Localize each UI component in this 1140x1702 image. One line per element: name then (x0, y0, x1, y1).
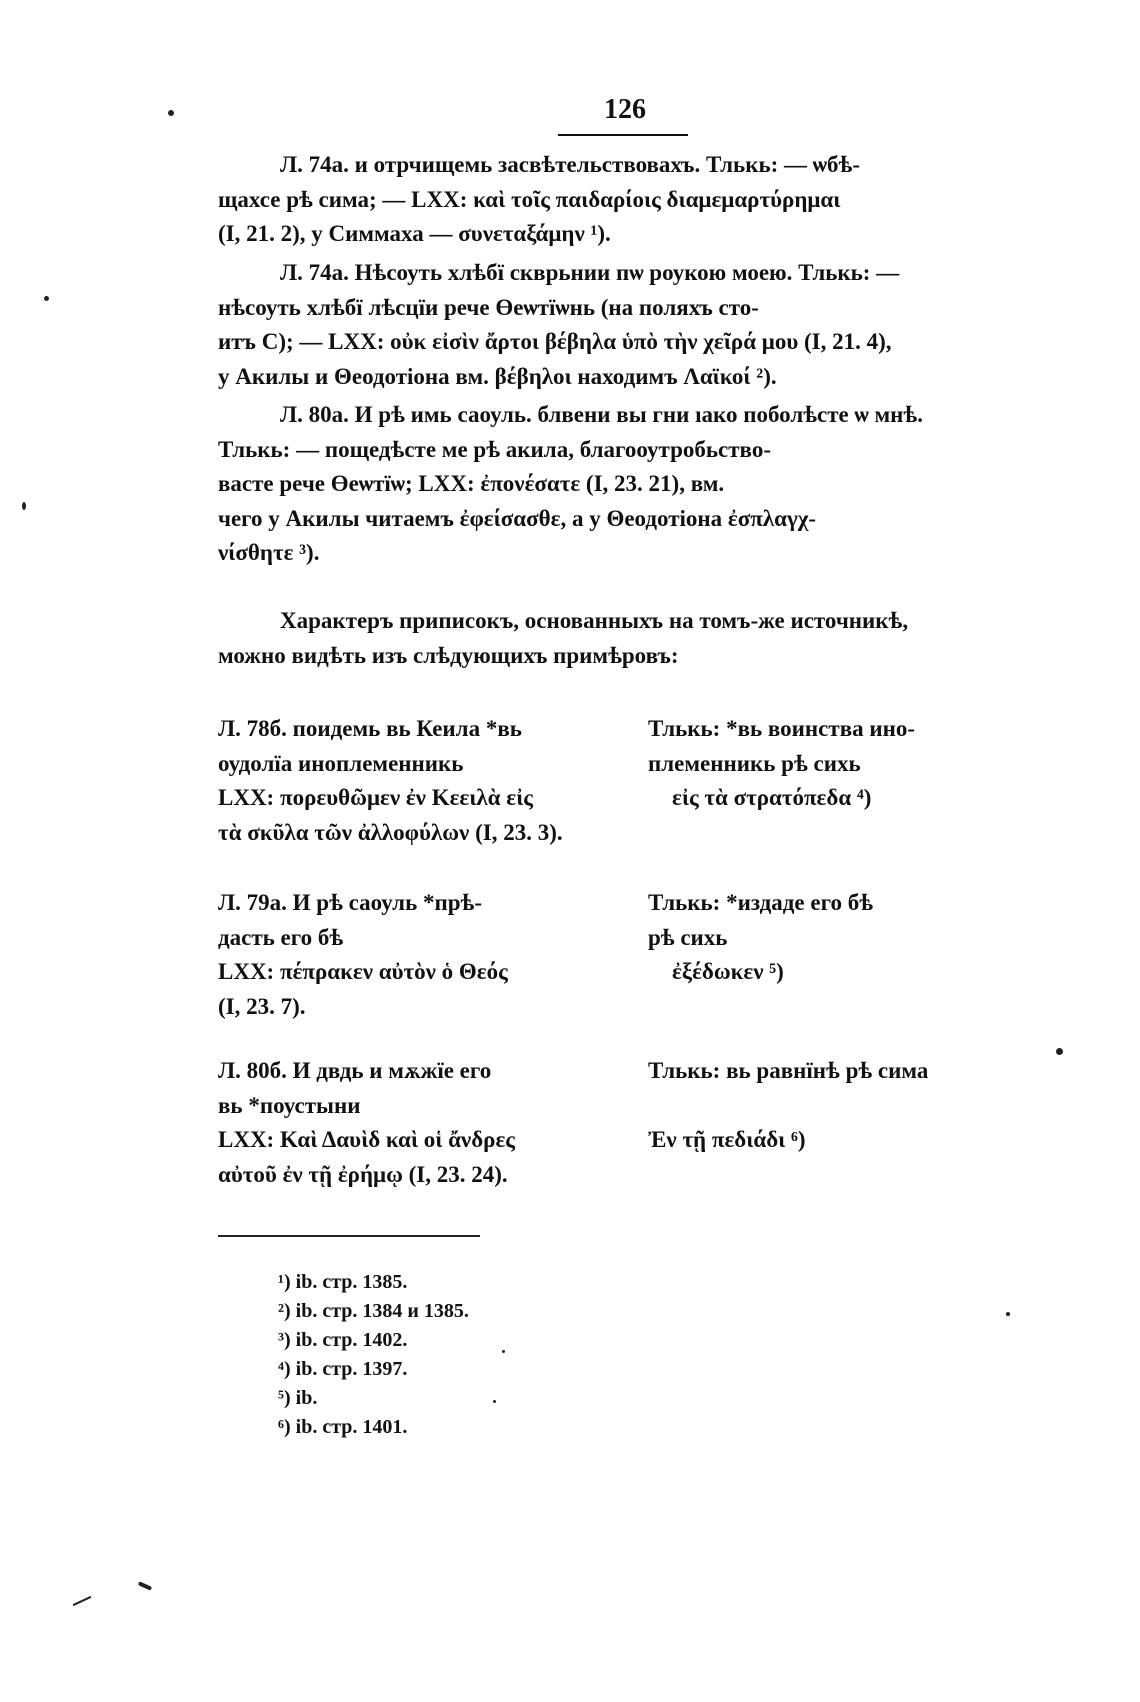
paragraph-2 (218, 256, 1030, 394)
example-line: αὐτοῦ ἐν τῇ ἐρήμῳ (I, 23. 24). (218, 1161, 508, 1187)
paragraph-1 (218, 148, 1030, 252)
example-1-left (218, 712, 628, 850)
paragraph-line: можно видѣть изъ слѣдующихъ примѣровъ: (218, 642, 679, 668)
example-line: Ἐν τῇ πεδιάδι ⁶) (648, 1127, 806, 1152)
footnote: ⁴) ib. стр. 1397. (278, 1358, 408, 1380)
scan-speck (1006, 1312, 1010, 1316)
example-line: вь *поустыни (218, 1092, 361, 1118)
paragraph-line: (I, 21. 2), у Симмаха — συνεταξάμην ¹). (218, 221, 611, 246)
scan-speck (168, 110, 174, 116)
paragraph-line: Л. 74а. и отрчищемь засвѣтельствовахъ. Тлькь: — ѡбѣ- (280, 152, 860, 177)
paragraph-line: итъ С); — LXX: οὐκ εἰσὶν ἄρτοι βέβηλα ὑπὸ τὴν χεῖρά μου (I, 21. 4), (218, 329, 892, 354)
scan-speck (22, 502, 26, 510)
example-line: рѣ сихь (648, 924, 728, 950)
example-line: LXX: Καὶ Δαυὶδ καὶ οἱ ἄνδρες (218, 1127, 515, 1152)
example-line: LXX: πορευθῶμεν ἐν Κεειλὰ εἰς (218, 785, 533, 810)
paragraph-line: Л. 80а. И рѣ имь саоуль. блвени вы гни ıако поболѣсте ѡ мнѣ. (280, 402, 923, 427)
paragraph-line: Характеръ приписокъ, основанныхъ на томъ-же источникѣ, (280, 608, 909, 633)
paragraph-line: васте рече Өеѡтїѡ; LXX: ἐπονέσατε (I, 23. 21), вм. (218, 471, 725, 496)
paragraph-line: нѣсоуть хлѣбї лѣсцїи рече Өеѡтїѡнь (на поляхъ сто- (218, 294, 759, 320)
example-3-left (218, 1054, 628, 1192)
paragraph-3 (218, 398, 1030, 571)
example-2-right (648, 886, 1028, 990)
paragraph-4 (218, 604, 1030, 673)
page-number-rule (558, 134, 688, 136)
scan-speck (1056, 1048, 1063, 1055)
example-line: ἐξέδωκεν ⁵) (672, 959, 784, 984)
example-line: τὰ σκῦλα τῶν ἀλλοφύλων (I, 23. 3). (218, 819, 563, 845)
example-line: оудолїа иноплеменникь (218, 750, 464, 776)
footnote: ²) ib. стр. 1384 и 1385. (278, 1300, 469, 1322)
example-line: племенникь рѣ сихь (648, 750, 861, 776)
footnotes (278, 1268, 678, 1442)
example-line: (I, 23. 7). (218, 993, 306, 1019)
footnote: ¹) ib. стр. 1385. (278, 1271, 408, 1293)
scan-speck (502, 1350, 505, 1353)
paragraph-line: Тлькь: — пощедѣсте ме рѣ акила, благооутробьство- (218, 436, 771, 462)
example-line: Л. 80б. И двдь и мѫжїе его (218, 1058, 492, 1083)
example-line: Тлькь: *издаде его бѣ (648, 890, 874, 915)
scan-speck (138, 1581, 152, 1591)
scan-speck (493, 1400, 496, 1403)
footnote: ³) ib. стр. 1402. (278, 1329, 408, 1351)
paragraph-line: у Акилы и Θеодотіона вм. βέβηλοι находимъ Λαϊκοί ²). (218, 363, 777, 389)
paragraph-line: чего у Акилы читаемъ ἐφείσασθε, а у Θеодотіона ἐσπλαγχ- (218, 505, 817, 531)
example-line: εἰς τὰ στρατόπεδα ⁴) (672, 785, 872, 810)
example-line: Тлькь: вь равнїнѣ рѣ сима (648, 1058, 929, 1083)
footnote-rule (218, 1235, 480, 1237)
paragraph-line: Л. 74а. Нѣсоуть хлѣбї скврьнии пѡ роукою моею. Тлькь: — (280, 260, 900, 285)
paragraph-line: щахсе рѣ сима; — LXX: καὶ τοῖς παιδαρίοις διαμεμαρτύρημαι (218, 186, 841, 212)
example-1-right (648, 712, 1028, 816)
example-line: Л. 79а. И рѣ саоуль *прѣ- (218, 890, 482, 915)
page-number: 126 (604, 94, 646, 125)
scan-speck (44, 296, 49, 301)
example-line: Л. 78б. поидемь вь Кеила *вь (218, 716, 522, 741)
paragraph-line: νίσθητε ³). (218, 540, 320, 565)
example-3-right (648, 1054, 1028, 1158)
footnote: ⁶) ib. стр. 1401. (278, 1416, 408, 1438)
example-line: Тлькь: *вь воинства ино- (648, 716, 916, 741)
example-line (648, 1089, 1028, 1124)
example-line: дасть его бѣ (218, 924, 344, 950)
example-line: LXX: πέπρακεν αὐτὸν ὁ Θεός (218, 959, 508, 984)
example-2-left (218, 886, 628, 1024)
footnote: ⁵) ib. (278, 1387, 318, 1409)
scan-speck (73, 1596, 92, 1606)
